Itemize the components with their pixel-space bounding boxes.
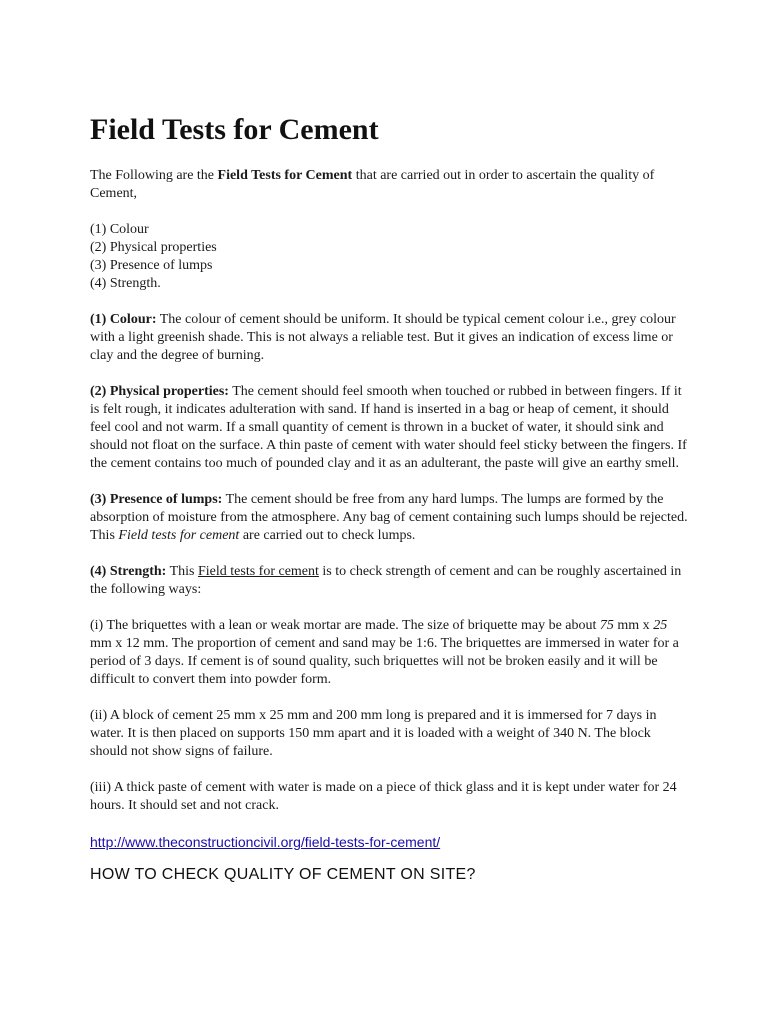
intro-bold: Field Tests for Cement — [217, 168, 353, 183]
lumps-text-end: are carried out to check lumps. — [239, 528, 416, 543]
strength-text-end: is to check strength of cement and can be roughly ascertained in the following ways: — [90, 564, 682, 597]
way1-italic-75: 75 — [599, 618, 614, 633]
physical-paragraph — [90, 383, 690, 473]
strength-text: This — [166, 564, 198, 579]
list-item: (1) Colour — [90, 222, 149, 237]
strength-heading: (4) Strength: — [90, 564, 167, 579]
lumps-italic: Field tests for cement — [118, 528, 240, 543]
list-item: (4) Strength. — [90, 276, 161, 291]
intro-paragraph — [90, 167, 690, 203]
test-list — [90, 221, 690, 293]
way1-text-b: mm x — [613, 618, 654, 633]
way1-text: (i) The briquettes with a lean or weak mortar are made. The size of briquette may be about — [90, 618, 600, 633]
physical-heading: (2) Physical properties: — [90, 384, 229, 399]
way1-paragraph — [90, 617, 690, 689]
strength-paragraph — [90, 563, 690, 599]
physical-text: The cement should feel smooth when touched or rubbed in between fingers. If it is felt rough, it indicates adulteration with sand. If hand is inserted in a bag or heap of cement, it should feel cool and not warm. If a small quantity of cement is thrown in a bucket of water, it should sink and should not float on the surface. A thin paste of cement with water should feel sticky between the fingers. If the cement contains too much of pounded clay and it as an adulterant, the paste will give an earthy smell. — [90, 384, 687, 471]
colour-text: The colour of cement should be uniform. It should be typical cement colour i.e., grey colour with a light greenish shade. This is not always a reliable test. But it gives an indication of excess lime or clay and the degree of burning. — [90, 312, 676, 363]
colour-paragraph — [90, 311, 690, 365]
lumps-heading: (3) Presence of lumps: — [90, 492, 223, 507]
colour-heading: (1) Colour: — [90, 312, 157, 327]
list-item: (3) Presence of lumps — [90, 258, 213, 273]
list-item: (2) Physical properties — [90, 240, 217, 255]
strength-underline: Field tests for cement — [197, 564, 319, 579]
source-link[interactable]: http://www.theconstructioncivil.org/field-tests-for-cement/ — [90, 834, 441, 850]
page-title: Field Tests for Cement — [90, 113, 379, 146]
way1-text-c: mm x 12 mm. The proportion of cement and sand may be 1:6. The briquettes are immersed in water for a period of 3 days. If cement is of sound quality, such briquettes will not be broken easily and it will be difficult to convert them into powder form. — [90, 636, 679, 687]
way1-italic-25: 25 — [653, 618, 668, 633]
way2-paragraph: (ii) A block of cement 25 mm x 25 mm and 200 mm long is prepared and it is immersed for 7 days in water. It is then placed on supports 150 mm apart and it is loaded with a weight of 340 N. The block should not show signs of failure. — [90, 708, 657, 759]
lumps-text: The cement should be free from any hard lumps. The lumps are formed by the absorption of moisture from the atmosphere. Any bag of cement containing such lumps should be rejected. This — [90, 492, 688, 543]
way3-paragraph: (iii) A thick paste of cement with water is made on a piece of thick glass and it is kept under water for 24 hours. It should set and not crack. — [90, 780, 677, 813]
document-page — [90, 112, 690, 886]
lumps-paragraph — [90, 491, 690, 545]
subheading: HOW TO CHECK QUALITY OF CEMENT ON SITE? — [90, 866, 476, 883]
source-link-wrap — [90, 833, 690, 852]
intro-text-end: that are carried out in order to ascertain the quality of Cement, — [90, 168, 655, 201]
intro-text: The Following are the — [90, 168, 218, 183]
